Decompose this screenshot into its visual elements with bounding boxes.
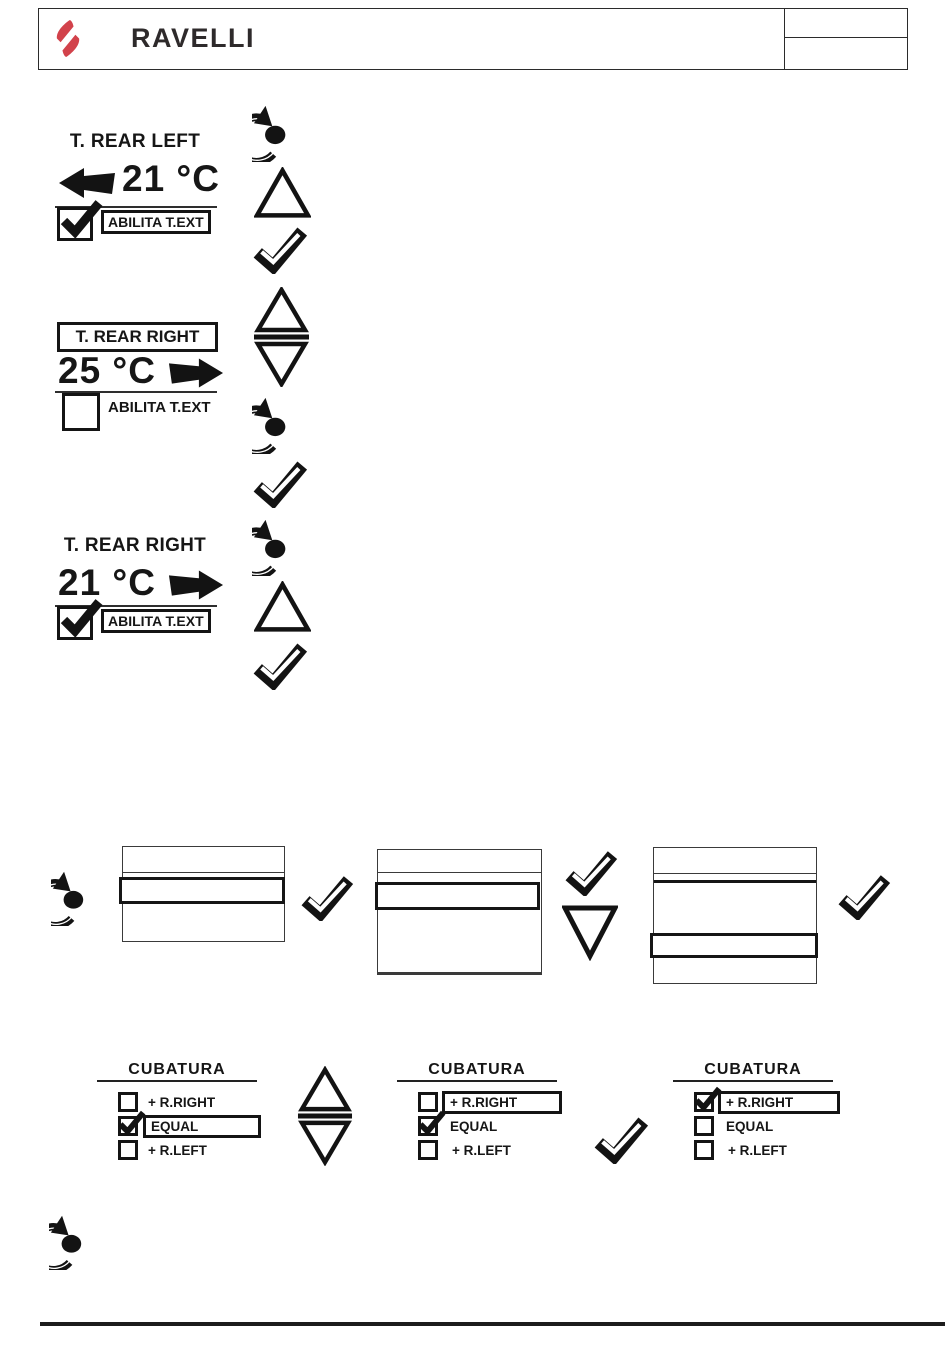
checkbox-unchecked [694,1140,714,1160]
up-triangle-icon [254,167,311,219]
menu-row-divider-bold [654,880,816,883]
menu-row-divider [123,872,284,873]
panel-title: T. REAR RIGHT [63,535,207,556]
checkmark-solid-icon [117,1110,146,1136]
menu-selected-row [375,882,540,910]
option-label: + R.LEFT [148,1143,207,1158]
confirm-check-icon [299,871,355,921]
checkbox-label-highlighted: ABILITA T.EXT [101,609,211,633]
confirm-check-icon [251,638,309,690]
option-label: EQUAL [726,1119,774,1134]
menu-selected-row [119,877,285,904]
rotary-knob-icon [252,394,310,454]
temperature-value: 21 °C [122,158,220,199]
option-label-highlighted: + R.RIGHT [718,1091,840,1114]
panel-title-highlighted: T. REAR RIGHT [57,322,218,352]
checkbox-unchecked [694,1116,714,1136]
menu-selected-row [650,933,818,958]
option-label-highlighted: EQUAL [143,1115,261,1138]
checkmark-solid-icon [59,598,103,638]
arrow-left-icon [58,166,116,200]
confirm-check-icon [251,222,309,274]
confirm-check-icon [251,456,309,508]
down-triangle-icon [562,903,618,961]
checkbox-unchecked [62,393,100,431]
header [38,8,908,70]
rotary-knob-icon [49,1212,105,1270]
panel-title: T. REAR LEFT [69,131,201,152]
header-table-cell-top [785,9,908,38]
arrow-right-icon [168,356,224,390]
rotary-knob-icon [252,102,310,162]
checkbox-label-highlighted: ABILITA T.EXT [101,210,211,234]
option-label: + R.LEFT [452,1143,511,1158]
confirm-check-icon [836,870,892,920]
temperature-value: 25 °C [58,350,156,391]
menu-title: CUBATURA [428,1061,526,1078]
title-underline [97,1080,257,1082]
checkbox-unchecked [418,1092,438,1112]
checkmark-solid-icon [417,1110,446,1136]
menu-screen-3 [653,847,817,984]
option-label: + R.LEFT [728,1143,787,1158]
checkbox-label: ABILITA T.EXT [108,399,211,416]
menu-row-divider [378,872,541,873]
option-label-highlighted: + R.RIGHT [442,1091,562,1114]
checkbox-unchecked [118,1092,138,1112]
checkmark-solid-icon [59,199,103,239]
up-down-triangle-icon [253,287,310,387]
up-triangle-icon [254,581,311,633]
confirm-check-icon [563,846,619,896]
brand-wordmark: RAVELLI [131,23,255,53]
title-underline [397,1080,557,1082]
title-underline [673,1080,833,1082]
arrow-right-icon [168,568,224,602]
footer-rule [40,1322,945,1326]
menu-title: CUBATURA [128,1061,226,1078]
ravelli-flame-icon [53,20,83,57]
rotary-knob-icon [252,516,310,576]
temperature-value: 21 °C [58,562,156,603]
menu-row-divider [654,873,816,874]
option-label: EQUAL [450,1119,498,1134]
menu-title: CUBATURA [704,1061,802,1078]
menu-screen-2 [377,849,542,975]
confirm-check-icon [592,1112,650,1164]
up-down-triangle-icon [297,1066,353,1166]
checkbox-unchecked [118,1140,138,1160]
checkbox-unchecked [418,1140,438,1160]
header-revision-table [784,9,908,69]
option-label: + R.RIGHT [148,1095,216,1110]
rotary-knob-icon [51,868,107,926]
